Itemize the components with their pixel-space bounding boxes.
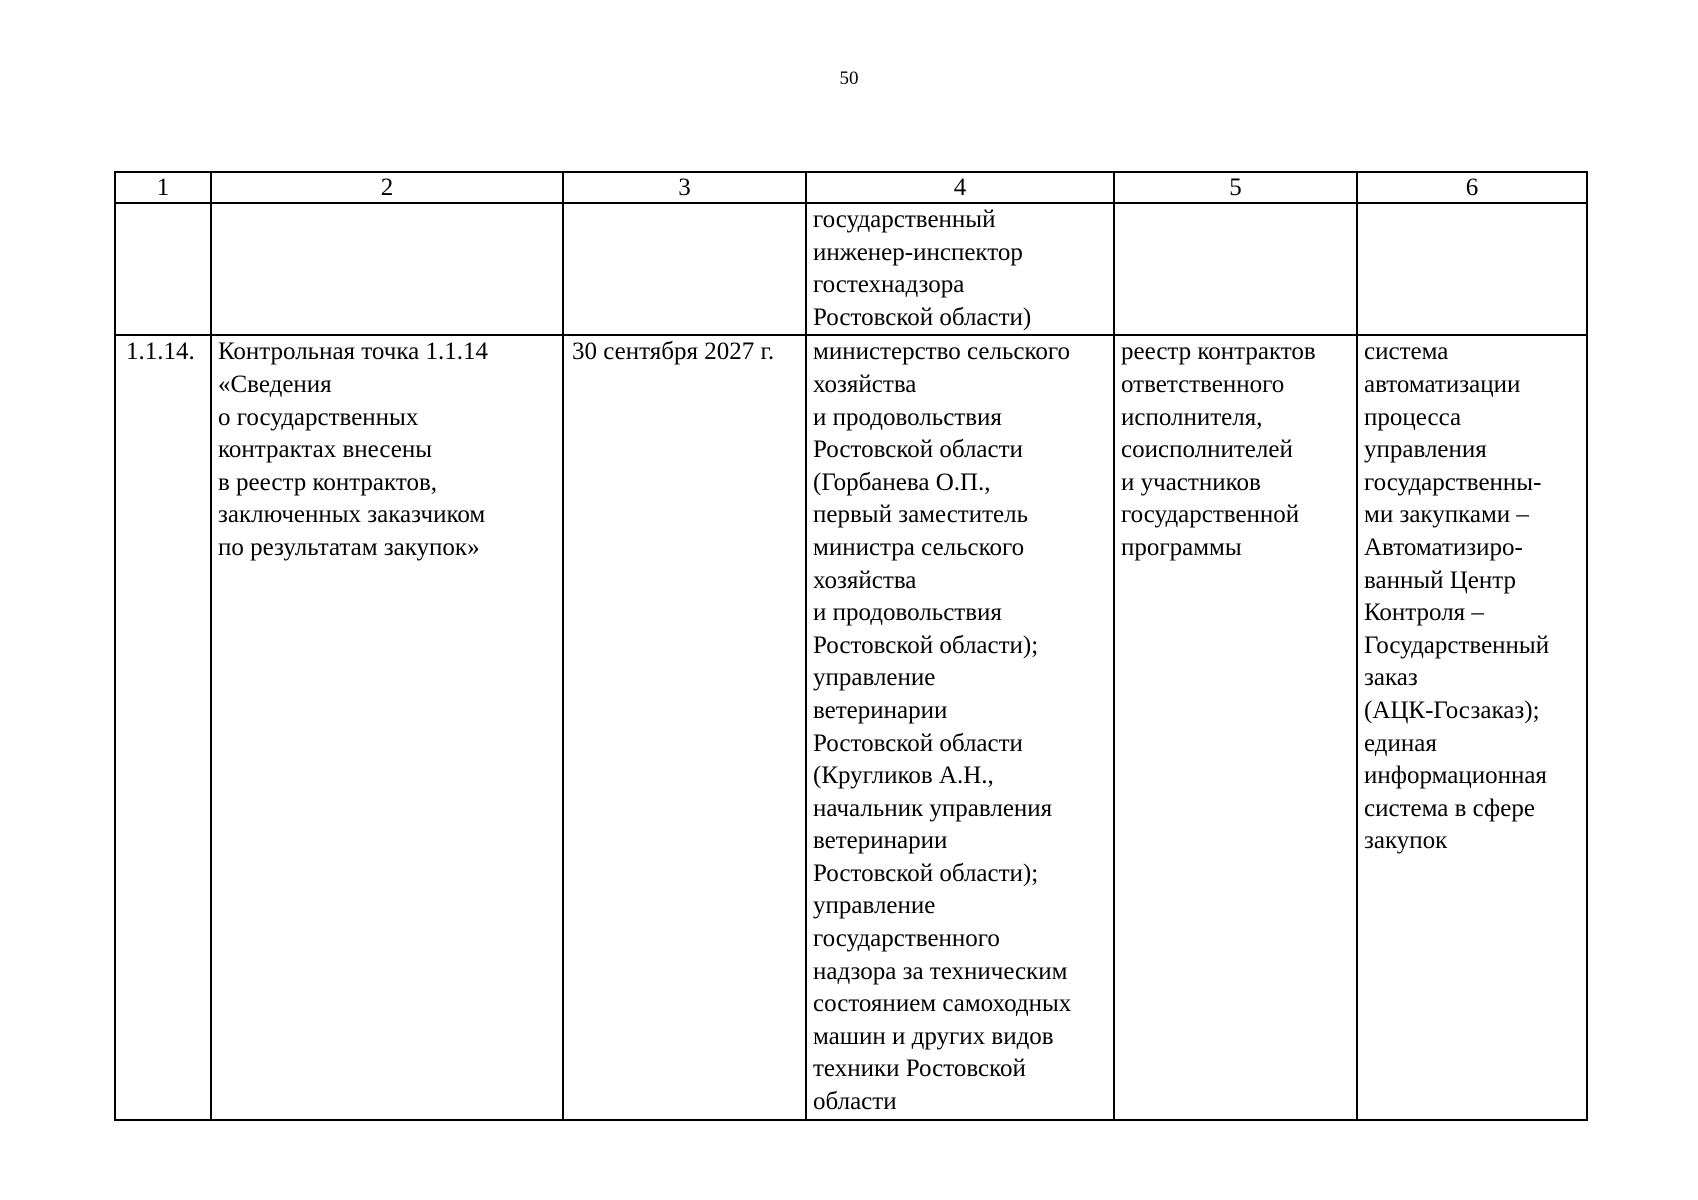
cell-line: исполнителя,: [1121, 403, 1263, 431]
cell-line: ветеринарии: [813, 827, 948, 855]
document-type-cell: [1114, 335, 1357, 1119]
cell-line: гостехнадзора: [813, 271, 965, 299]
continuation-cell-responsible: [806, 203, 1114, 335]
cell-line: начальник управления: [813, 794, 1053, 822]
cell-line: инженер-инспектор: [813, 238, 1023, 266]
cell-line: надзора за техническим: [813, 957, 1068, 985]
cell-line: и продовольствия: [813, 599, 1002, 627]
cell-line: единая: [1364, 729, 1437, 757]
column-number-2: 2: [211, 172, 563, 203]
cell-line: Автоматизиро-: [1364, 533, 1523, 561]
cell-line: информационная: [1364, 762, 1547, 790]
continuation-cell-2: [211, 203, 563, 335]
deadline-date: 30 сентября 2027 г.: [572, 338, 775, 366]
cell-line: машин и других видов: [813, 1022, 1054, 1050]
cell-line: процесса: [1364, 403, 1462, 431]
column-number-3: 3: [563, 172, 806, 203]
cell-line: соисполнителей: [1121, 436, 1293, 464]
row-number: 1.1.14.: [126, 338, 195, 366]
control-point-name-cell: [211, 335, 563, 1119]
cell-line: хозяйства: [813, 370, 917, 398]
cell-line: автоматизации: [1364, 370, 1521, 398]
cell-line: программы: [1121, 533, 1242, 561]
cell-line: Ростовской области);: [813, 631, 1039, 659]
cell-line: и участников: [1121, 468, 1261, 496]
information-system-cell: [1357, 335, 1587, 1119]
cell-line: заключенных заказчиком: [218, 501, 486, 529]
column-number-1: 1: [115, 172, 211, 203]
continuation-cell-1: [115, 203, 211, 335]
cell-line: ванный Центр: [1364, 566, 1517, 594]
cell-line: система: [1364, 338, 1449, 366]
cell-line: ответственного: [1121, 370, 1285, 398]
cell-line: в реестр контрактов,: [218, 468, 437, 496]
page-number: 50: [839, 68, 859, 89]
cell-line: государственный: [813, 206, 996, 233]
cell-line: первый заместитель: [813, 501, 1029, 529]
cell-line: реестр контрактов: [1121, 338, 1316, 366]
cell-line: управление: [813, 892, 936, 920]
cell-line: контрактах внесены: [218, 436, 433, 464]
cell-line: области: [813, 1088, 897, 1116]
cell-line: государственны-: [1364, 468, 1542, 496]
cell-line: заказ: [1364, 664, 1418, 692]
row-number-cell: [115, 335, 211, 1119]
cell-line: «Сведения: [218, 370, 332, 398]
cell-line: по результатам закупок»: [218, 533, 480, 561]
column-number-6: 6: [1357, 172, 1587, 203]
cell-line: управление: [813, 664, 936, 692]
cell-line: техники Ростовской: [813, 1055, 1026, 1083]
table-header-row: [115, 172, 1587, 203]
cell-line: закупок: [1364, 827, 1448, 855]
deadline-cell: [563, 335, 806, 1119]
plan-table: [114, 171, 1588, 1121]
cell-line: Ростовской области: [813, 729, 1023, 757]
cell-line: и продовольствия: [813, 403, 1002, 431]
cell-line: Ростовской области: [813, 436, 1023, 464]
cell-line: Контроля –: [1364, 599, 1484, 627]
cell-line: министра сельского: [813, 533, 1025, 561]
cell-line: ветеринарии: [813, 696, 948, 724]
cell-line: министерство сельского: [813, 338, 1070, 366]
cell-line: Контрольная точка 1.1.14: [218, 338, 488, 366]
column-number-5: 5: [1114, 172, 1357, 203]
cell-line: хозяйства: [813, 566, 917, 594]
cell-line: Ростовской области);: [813, 859, 1039, 887]
continuation-cell-6: [1357, 203, 1587, 335]
cell-line: (Кругликов А.Н.,: [813, 762, 994, 790]
cell-line: о государственных: [218, 403, 419, 431]
table-row-continuation: [115, 203, 1587, 335]
responsible-cell: [806, 335, 1114, 1119]
continuation-cell-3: [563, 203, 806, 335]
cell-line: (Горбанева О.П.,: [813, 468, 991, 496]
table-row-1-1-14: [115, 335, 1587, 1119]
cell-line: состоянием самоходных: [813, 990, 1072, 1018]
cell-line: система в сфере: [1364, 794, 1535, 822]
cell-line: государственной: [1121, 501, 1300, 529]
cell-line: Государственный: [1364, 631, 1550, 659]
cell-line: Ростовской области): [813, 303, 1032, 331]
cell-line: (АЦК-Госзаказ);: [1364, 696, 1540, 724]
cell-line: управления: [1364, 436, 1487, 464]
cell-line: ми закупками –: [1364, 501, 1529, 529]
cell-line: государственного: [813, 925, 1000, 953]
continuation-cell-5: [1114, 203, 1357, 335]
column-number-4: 4: [806, 172, 1114, 203]
